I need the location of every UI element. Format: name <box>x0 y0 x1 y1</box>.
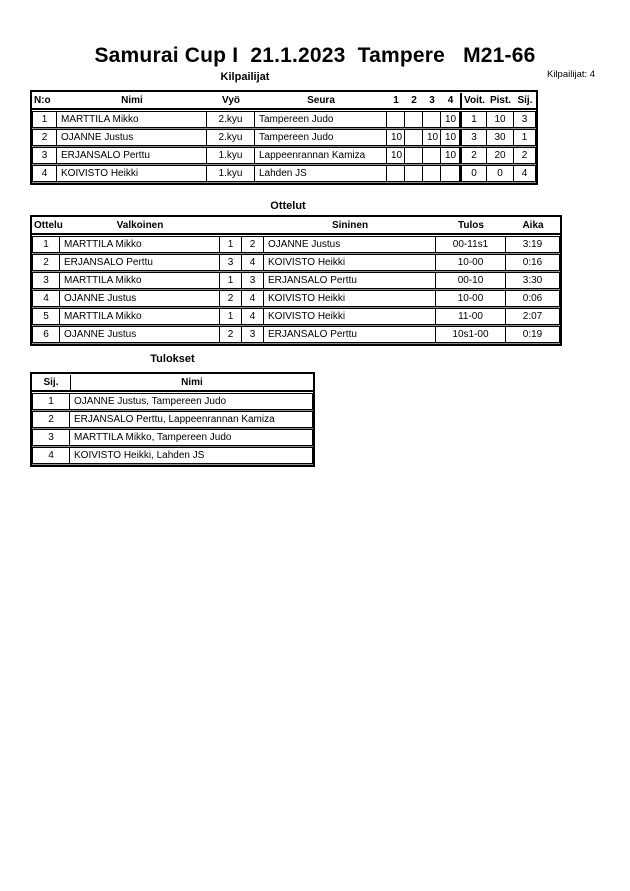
col-header-blue-no <box>242 218 264 235</box>
result-cell: 10s1-00 <box>436 326 506 343</box>
result-cell: 00-10 <box>436 272 506 289</box>
competitor-row <box>32 147 536 164</box>
points-cell: 30 <box>487 129 514 146</box>
result-cell: 10-00 <box>436 290 506 307</box>
belt-cell: 2.kyu <box>207 129 255 146</box>
wins-cell: 3 <box>460 129 487 146</box>
score-vs-3-cell: 10 <box>423 129 441 146</box>
col-header-valkoinen: Valkoinen <box>60 218 220 235</box>
wins-cell: 0 <box>460 165 487 182</box>
points-cell: 0 <box>487 165 514 182</box>
result-cell: 10-00 <box>436 254 506 271</box>
col-header-voit: Voit. <box>460 93 487 110</box>
col-header-white-no <box>220 218 242 235</box>
score-vs-1-cell: 10 <box>387 147 405 164</box>
blue-number-cell: 4 <box>242 254 264 271</box>
place-cell: 1 <box>514 129 536 146</box>
blue-name-cell: ERJANSALO Perttu <box>264 272 436 289</box>
white-name-cell: MARTTILA Mikko <box>60 272 220 289</box>
time-cell: 2:07 <box>506 308 560 325</box>
col-header-seura: Seura <box>255 93 387 110</box>
blue-number-cell: 2 <box>242 236 264 253</box>
score-vs-2-cell <box>405 111 423 128</box>
match-row <box>32 290 560 307</box>
white-name-cell: MARTTILA Mikko <box>60 236 220 253</box>
match-row <box>32 308 560 325</box>
col-header-nimi: Nimi <box>57 93 207 110</box>
belt-cell: 1.kyu <box>207 165 255 182</box>
result-name-cell: OJANNE Justus, Tampereen Judo <box>70 393 313 410</box>
ottelut-header-row <box>32 218 560 235</box>
wins-cell: 1 <box>460 111 487 128</box>
col-header-1: 1 <box>387 93 405 110</box>
white-name-cell: MARTTILA Mikko <box>60 308 220 325</box>
col-header-4: 4 <box>441 93 460 110</box>
kilpailijat-section-title: Kilpailijat <box>220 71 270 83</box>
time-cell: 3:19 <box>506 236 560 253</box>
col-header-2: 2 <box>405 93 423 110</box>
white-number-cell: 1 <box>220 236 242 253</box>
ottelut-section-title: Ottelut <box>270 200 306 212</box>
time-cell: 0:19 <box>506 326 560 343</box>
match-row <box>32 326 560 343</box>
page-title: Samurai Cup I 21.1.2023 Tampere M21-66 <box>94 44 536 67</box>
col-header-sij: Sij. <box>32 375 70 392</box>
blue-name-cell: OJANNE Justus <box>264 236 436 253</box>
match-row <box>32 236 560 253</box>
match-number-cell: 6 <box>32 326 60 343</box>
white-number-cell: 1 <box>220 272 242 289</box>
competitor-number-cell: 3 <box>32 147 57 164</box>
blue-name-cell: KOIVISTO Heikki <box>264 308 436 325</box>
match-number-cell: 1 <box>32 236 60 253</box>
blue-number-cell: 3 <box>242 272 264 289</box>
col-header-3: 3 <box>423 93 441 110</box>
white-number-cell: 2 <box>220 290 242 307</box>
white-number-cell: 1 <box>220 308 242 325</box>
blue-number-cell: 3 <box>242 326 264 343</box>
score-vs-4-cell: 10 <box>441 111 460 128</box>
tulokset-section-title: Tulokset <box>150 353 195 365</box>
blue-number-cell: 4 <box>242 290 264 307</box>
place-cell: 4 <box>32 447 70 464</box>
col-header-sininen: Sininen <box>264 218 436 235</box>
place-cell: 3 <box>32 429 70 446</box>
score-vs-4-cell: 10 <box>441 129 460 146</box>
competitor-number-cell: 1 <box>32 111 57 128</box>
kilpailijat-header-row <box>32 93 536 110</box>
col-header-tulos: Tulos <box>436 218 506 235</box>
club-cell: Lahden JS <box>255 165 387 182</box>
match-number-cell: 3 <box>32 272 60 289</box>
col-header-vyo: Vyö <box>207 93 255 110</box>
belt-cell: 1.kyu <box>207 147 255 164</box>
competitor-row <box>32 111 536 128</box>
competitor-row <box>32 129 536 146</box>
score-vs-3-cell <box>423 147 441 164</box>
score-vs-1-cell <box>387 165 405 182</box>
white-number-cell: 3 <box>220 254 242 271</box>
col-header-nimi: Nimi <box>70 375 313 392</box>
col-header-sij: Sij. <box>514 93 536 110</box>
competitors-count: Kilpailijat: 4 <box>547 69 596 80</box>
score-vs-1-cell: 10 <box>387 129 405 146</box>
col-header-ottelu: Ottelu <box>32 218 60 235</box>
blue-name-cell: ERJANSALO Perttu <box>264 326 436 343</box>
score-vs-1-cell <box>387 111 405 128</box>
competitor-name-cell: MARTTILA Mikko <box>57 111 207 128</box>
result-row <box>32 447 313 464</box>
tulokset-header-row <box>32 375 313 392</box>
time-cell: 0:16 <box>506 254 560 271</box>
result-cell: 11-00 <box>436 308 506 325</box>
competitor-name-cell: KOIVISTO Heikki <box>57 165 207 182</box>
score-vs-3-cell <box>423 165 441 182</box>
points-cell: 10 <box>487 111 514 128</box>
col-header-no: N:o <box>32 93 57 110</box>
competitor-row <box>32 165 536 182</box>
competitor-name-cell: OJANNE Justus <box>57 129 207 146</box>
competitor-name-cell: ERJANSALO Perttu <box>57 147 207 164</box>
belt-cell: 2.kyu <box>207 111 255 128</box>
club-cell: Tampereen Judo <box>255 111 387 128</box>
time-cell: 0:06 <box>506 290 560 307</box>
place-cell: 2 <box>32 411 70 428</box>
result-name-cell: MARTTILA Mikko, Tampereen Judo <box>70 429 313 446</box>
time-cell: 3:30 <box>506 272 560 289</box>
match-number-cell: 5 <box>32 308 60 325</box>
result-row <box>32 393 313 410</box>
col-header-pist: Pist. <box>487 93 514 110</box>
wins-cell: 2 <box>460 147 487 164</box>
competitor-number-cell: 2 <box>32 129 57 146</box>
score-vs-4-cell <box>441 165 460 182</box>
place-cell: 3 <box>514 111 536 128</box>
tulokset-table <box>30 372 315 467</box>
white-name-cell: ERJANSALO Perttu <box>60 254 220 271</box>
match-row <box>32 272 560 289</box>
match-number-cell: 2 <box>32 254 60 271</box>
competitor-number-cell: 4 <box>32 165 57 182</box>
match-number-cell: 4 <box>32 290 60 307</box>
blue-number-cell: 4 <box>242 308 264 325</box>
match-row <box>32 254 560 271</box>
place-cell: 2 <box>514 147 536 164</box>
white-number-cell: 2 <box>220 326 242 343</box>
kilpailijat-table <box>30 90 538 185</box>
club-cell: Tampereen Judo <box>255 129 387 146</box>
score-vs-2-cell <box>405 129 423 146</box>
blue-name-cell: KOIVISTO Heikki <box>264 290 436 307</box>
place-cell: 4 <box>514 165 536 182</box>
result-row <box>32 429 313 446</box>
result-row <box>32 411 313 428</box>
result-name-cell: KOIVISTO Heikki, Lahden JS <box>70 447 313 464</box>
result-name-cell: ERJANSALO Perttu, Lappeenrannan Kamiza <box>70 411 313 428</box>
result-cell: 00-11s1 <box>436 236 506 253</box>
club-cell: Lappeenrannan Kamiza <box>255 147 387 164</box>
points-cell: 20 <box>487 147 514 164</box>
score-vs-3-cell <box>423 111 441 128</box>
score-vs-4-cell: 10 <box>441 147 460 164</box>
ottelut-table <box>30 215 562 346</box>
white-name-cell: OJANNE Justus <box>60 326 220 343</box>
blue-name-cell: KOIVISTO Heikki <box>264 254 436 271</box>
score-vs-2-cell <box>405 147 423 164</box>
col-header-aika: Aika <box>506 218 560 235</box>
place-cell: 1 <box>32 393 70 410</box>
white-name-cell: OJANNE Justus <box>60 290 220 307</box>
score-vs-2-cell <box>405 165 423 182</box>
